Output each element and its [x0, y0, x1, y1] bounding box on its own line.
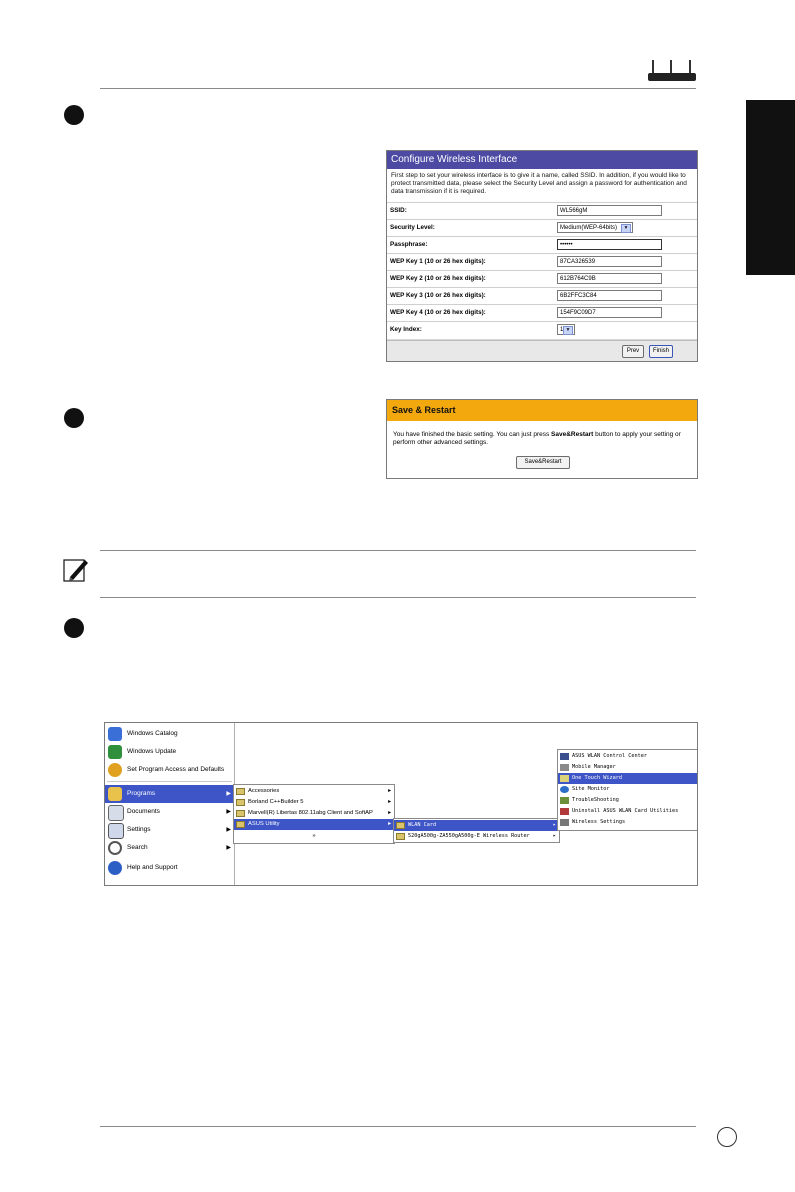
- chevron-down-icon[interactable]: ▼: [563, 326, 573, 335]
- menu-label: Settings: [127, 826, 151, 833]
- submenu-item-site-monitor[interactable]: [558, 784, 698, 795]
- router-icon: [648, 60, 696, 82]
- submenu-item-accessories[interactable]: [234, 786, 394, 797]
- wep-key-2-input[interactable]: 612B764C9B: [557, 273, 662, 284]
- security-level-value: Medium(WEP-64bits): [560, 225, 618, 231]
- menu-item-search[interactable]: [105, 839, 234, 857]
- submenu-item-one-touch-wizard[interactable]: [558, 773, 698, 784]
- expand-chevron-icon[interactable]: »: [312, 833, 316, 839]
- windows-catalog-icon: [108, 727, 122, 741]
- submenu-item-wireless-router[interactable]: [394, 831, 559, 842]
- wep-key-4-input[interactable]: 154F9C09D7: [557, 307, 662, 318]
- key-index-value: 1: [560, 327, 564, 333]
- wep-key-1-label: WEP Key 1 (10 or 26 hex digits):: [390, 258, 486, 265]
- arrow-right-icon: ▸: [552, 822, 556, 828]
- menu-label: Set Program Access and Defaults: [127, 766, 225, 773]
- ssid-input[interactable]: WL566gM: [557, 205, 662, 216]
- panel-footer: [387, 340, 697, 361]
- uninstall-icon: [560, 808, 569, 815]
- windows-update-icon: [108, 745, 122, 759]
- wizard-icon: [560, 775, 569, 782]
- settings-icon: [108, 823, 124, 839]
- submenu-item-asus-utility[interactable]: [234, 819, 394, 830]
- asus-utility-submenu: [393, 818, 560, 843]
- wep-key-3-input[interactable]: 6B2FFC3C84: [557, 290, 662, 301]
- menu-label: Documents: [127, 808, 160, 815]
- menu-label: Programs: [127, 790, 156, 797]
- menu-label: WLAN Card: [408, 822, 437, 828]
- folder-icon: [396, 833, 405, 840]
- programs-submenu: [233, 784, 395, 844]
- menu-label: Marvell(R) Libertas 802.11abg Client and SoftAP: [248, 810, 373, 816]
- note-rule-top: [100, 550, 696, 551]
- chevron-down-icon[interactable]: ▼: [621, 224, 631, 233]
- note-pencil-icon: [63, 557, 91, 583]
- arrow-right-icon: ▸: [388, 799, 391, 805]
- ssid-row: [387, 202, 697, 220]
- ssid-label: SSID:: [390, 207, 407, 214]
- menu-label: Windows Update: [127, 748, 177, 755]
- save-restart-message: [387, 421, 697, 447]
- folder-icon: [236, 788, 245, 795]
- menu-item-windows-catalog[interactable]: [105, 725, 234, 743]
- footer-rule: [100, 1126, 696, 1127]
- key-index-row: [387, 321, 697, 339]
- program-access-icon: [108, 763, 122, 777]
- step-bullet-2: [64, 408, 84, 428]
- menu-label: 520gA500g-ZA550gA500g-E Wireless Router: [408, 833, 530, 839]
- submenu-item-uninstall[interactable]: [558, 806, 698, 817]
- menu-item-documents[interactable]: [105, 803, 234, 821]
- control-center-icon: [560, 753, 569, 760]
- save-restart-text-1: You have finished the basic setting. You can just press: [393, 431, 552, 438]
- wep-key-3-label: WEP Key 3 (10 or 26 hex digits):: [390, 292, 486, 299]
- wep-key-2-label: WEP Key 2 (10 or 26 hex digits):: [390, 275, 486, 282]
- submenu-item-control-center[interactable]: [558, 751, 698, 762]
- menu-item-help[interactable]: [105, 859, 234, 877]
- help-icon: [108, 861, 122, 875]
- note-rule-bottom: [100, 597, 696, 598]
- save-restart-panel: [386, 399, 698, 479]
- save-restart-text-2: button to apply your setting or perform other advanced settings.: [393, 431, 681, 446]
- security-level-label: Security Level:: [390, 224, 435, 231]
- start-menu-screenshot: [104, 722, 698, 886]
- arrow-right-icon: ▶: [226, 845, 231, 851]
- arrow-right-icon: ▶: [226, 827, 231, 833]
- folder-icon: [236, 821, 245, 828]
- configure-wireless-title: Configure Wireless Interface: [387, 151, 697, 169]
- step-bullet-3: [64, 618, 84, 638]
- menu-label: Site Monitor: [572, 786, 610, 792]
- save-restart-title: Save & Restart: [387, 400, 697, 421]
- passphrase-row: [387, 236, 697, 254]
- submenu-item-borland[interactable]: [234, 797, 394, 808]
- menu-label: One Touch Wizard: [572, 775, 622, 781]
- submenu-item-wlan-card[interactable]: [394, 820, 559, 831]
- menu-label: ASUS WLAN Control Center: [572, 753, 647, 759]
- menu-item-windows-update[interactable]: [105, 743, 234, 761]
- menu-label: TroubleShooting: [572, 797, 619, 803]
- menu-separator: [107, 781, 232, 782]
- step-bullet-1: [64, 105, 84, 125]
- prev-button[interactable]: Prev: [622, 345, 644, 358]
- start-menu-left-column: [105, 723, 235, 885]
- key-index-label: Key Index:: [390, 326, 422, 333]
- menu-label: Accessories: [248, 788, 280, 794]
- wep-key-2-row: [387, 270, 697, 288]
- submenu-item-wireless-settings[interactable]: [558, 817, 698, 828]
- menu-label: Search: [127, 844, 148, 851]
- wep-key-4-label: WEP Key 4 (10 or 26 hex digits):: [390, 309, 486, 316]
- menu-label: ASUS Utility: [248, 821, 280, 827]
- passphrase-input[interactable]: ••••••: [557, 239, 662, 250]
- menu-label: Mobile Manager: [572, 764, 616, 770]
- security-level-row: [387, 219, 697, 237]
- arrow-right-icon: ▸: [552, 833, 556, 839]
- wlan-card-submenu: [557, 749, 698, 831]
- passphrase-label: Passphrase:: [390, 241, 428, 248]
- menu-label: Borland C++Builder 5: [248, 799, 304, 805]
- submenu-item-mobile-manager[interactable]: [558, 762, 698, 773]
- folder-icon: [236, 799, 245, 806]
- save-restart-text-bold: Save&Restart: [551, 431, 594, 438]
- folder-icon: [396, 822, 405, 829]
- wep-key-4-row: [387, 304, 697, 322]
- security-level-select[interactable]: [557, 222, 633, 233]
- menu-label: Uninstall ASUS WLAN Card Utilities: [572, 808, 679, 814]
- save-restart-button[interactable]: Save&Restart: [516, 456, 570, 469]
- submenu-item-marvell[interactable]: [234, 808, 394, 819]
- troubleshooting-icon: [560, 797, 569, 804]
- arrow-right-icon: ▸: [388, 821, 391, 827]
- wep-key-1-input[interactable]: 87CA326539: [557, 256, 662, 267]
- folder-icon: [236, 810, 245, 817]
- menu-label: Wireless Settings: [572, 819, 626, 825]
- menu-item-settings[interactable]: [105, 821, 234, 839]
- site-monitor-icon: [560, 786, 569, 793]
- key-index-select[interactable]: [557, 324, 575, 335]
- configure-wireless-description: First step to set your wireless interface is to give it a name, called SSID. In addition, if you would like to protect transmitted data, please select the Security Level and assign a password for authentication and data transmission if it is required.: [391, 172, 687, 195]
- arrow-right-icon: ▶: [226, 809, 231, 815]
- mobile-manager-icon: [560, 764, 569, 771]
- menu-item-programs[interactable]: [105, 785, 234, 803]
- header-rule: [100, 88, 696, 89]
- arrow-right-icon: ▸: [388, 810, 391, 816]
- submenu-item-troubleshooting[interactable]: [558, 795, 698, 806]
- wireless-settings-icon: [560, 819, 569, 826]
- arrow-right-icon: ▸: [388, 788, 391, 794]
- documents-icon: [108, 805, 124, 821]
- wep-key-1-row: [387, 253, 697, 271]
- wep-key-3-row: [387, 287, 697, 305]
- menu-item-set-program-access[interactable]: [105, 761, 234, 779]
- configure-wireless-panel: [386, 150, 698, 362]
- page-number-circle: [717, 1127, 737, 1147]
- menu-label: Help and Support: [127, 864, 178, 871]
- arrow-right-icon: ▶: [226, 791, 231, 797]
- finish-button[interactable]: Finish: [649, 345, 673, 358]
- programs-icon: [108, 787, 122, 801]
- menu-label: Windows Catalog: [127, 730, 178, 737]
- search-icon: [108, 841, 122, 855]
- language-side-tab: [746, 100, 795, 275]
